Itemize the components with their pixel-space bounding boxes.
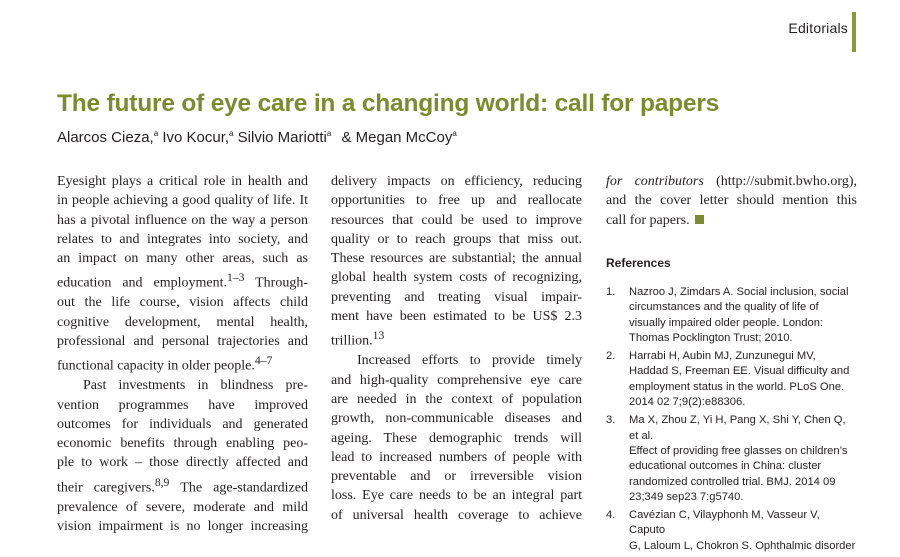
- text-line: preventable and or irreversible vision: [331, 469, 582, 485]
- text-line: [57, 376, 308, 395]
- text-fragment: functional capacity in older people.: [57, 358, 255, 374]
- body-paragraph: [57, 172, 308, 376]
- body-paragraph: [331, 172, 582, 351]
- text-line: are needed in the context of population: [331, 391, 582, 407]
- author-name: & Megan McCoy: [341, 129, 453, 146]
- text-line: [606, 211, 857, 230]
- text-line: cognitive development, mental health,: [57, 314, 308, 330]
- text-fragment: trillion.: [331, 334, 373, 350]
- text-fragment: Increased efforts to provide timely: [357, 353, 582, 369]
- text-line: [57, 473, 308, 498]
- citation-superscript: 1–3: [226, 271, 245, 285]
- text-line: Eyesight plays a critical role in health and: [57, 174, 308, 189]
- text-line: delivery impacts on efficiency, reducing: [331, 174, 582, 189]
- text-line: lead to increased numbers of people with: [331, 449, 582, 465]
- text-line: of universal health coverage to achieve: [331, 507, 582, 523]
- author-name: Ivo Kocur,: [162, 129, 230, 146]
- author-affiliation: a: [452, 129, 457, 138]
- reference-number: 3.: [606, 414, 616, 427]
- text-line: opportunities to free up and reallocate: [331, 193, 582, 209]
- citation-superscript: 4–7: [254, 354, 273, 368]
- references-heading: References: [606, 256, 671, 270]
- text-line: ple to work – those directly affected and: [57, 455, 308, 471]
- text-fragment: Past investments in blindness pre-: [83, 378, 308, 394]
- body-column-2: [331, 172, 582, 525]
- author-list: [57, 129, 457, 146]
- author-affiliation: a: [326, 129, 332, 138]
- reference-number: 4.: [606, 509, 616, 522]
- citation-superscript: 13: [372, 329, 385, 343]
- text-line: professional and personal trajectories and: [57, 334, 308, 350]
- text-fragment: education and employment.: [57, 276, 227, 292]
- text-line: out the life course, vision affects child: [57, 295, 308, 311]
- text-line: and high-quality comprehensive eye care: [331, 372, 582, 388]
- text-fragment: their caregivers.: [57, 480, 155, 496]
- reference-text: Harrabi H, Aubin MJ, Zunzunegui MV, Haddad S, Freeman EE. Visual difficulty and employment status in the world. PLoS One. 2014 02 7;9(2):e88306.: [629, 350, 850, 409]
- text-line: vention programmes have improved: [57, 397, 308, 413]
- text-line: growth, non-communicable diseases and: [331, 411, 582, 427]
- text-line: [331, 351, 582, 370]
- section-label: Editorials: [788, 20, 848, 36]
- text-fragment: call for papers.: [606, 212, 690, 228]
- text-fragment: Through-: [244, 276, 308, 292]
- text-line: vision impairment is no longer increasing: [57, 519, 308, 535]
- text-line: ageing. These demographic trends will: [331, 430, 582, 446]
- reference-item: [606, 413, 858, 505]
- text-line: global health system costs of recognizing,: [331, 270, 582, 286]
- text-line: preventing and treating visual impair-: [331, 289, 582, 305]
- body-paragraph: [606, 172, 857, 230]
- reference-text: Cavézian C, Vilayphonh M, Vasseur V, Caputo G, Laloum L, Chokron S. Ophthalmic disorder: [629, 509, 856, 552]
- reference-item: [606, 285, 858, 346]
- end-of-article-marker: [695, 215, 704, 224]
- body-column-3: [606, 172, 857, 230]
- text-line: ment have been estimated to be US$ 2.3: [331, 309, 582, 325]
- text-line: economic benefits through enabling peo-: [57, 436, 308, 452]
- text-line: has a pivotal influence on the way a person: [57, 212, 308, 228]
- author-name: Alarcos Cieza,: [57, 129, 154, 146]
- reference-item: [606, 508, 858, 554]
- reference-text: Nazroo J, Zimdars A. Social inclusion, social circumstances and the quality of life of visually impaired older people. London: Thomas Pocklington Trust; 2010.: [629, 286, 849, 344]
- references-list: [606, 285, 858, 557]
- text-line: These resources are substantial; the annual: [331, 251, 582, 267]
- reference-number: 2.: [606, 350, 616, 363]
- author-affiliation: a: [153, 129, 159, 138]
- article-title: The future of eye care in a changing world: call for papers: [57, 90, 720, 117]
- text-line: [331, 326, 582, 351]
- text-line: [57, 268, 308, 293]
- reference-text: Ma X, Zhou Z, Yi H, Pang X, Shi Y, Chen Q, et al. Effect of providing free glasses on children’s educational outcomes in China: cluster randomized controlled trial. BMJ. 2014 09 23;349 sep23 7:g5740.: [629, 414, 848, 503]
- author-affiliation: a: [229, 129, 234, 138]
- text-line: [606, 172, 857, 191]
- text-line: loss. Eye care needs to be an integral part: [331, 488, 582, 504]
- text-fragment: (http://submit.bwho.org),: [703, 174, 857, 189]
- text-line: and the cover letter should mention this: [606, 193, 857, 209]
- text-line: [57, 351, 308, 376]
- text-line: resources that could be used to improve: [331, 212, 582, 228]
- citation-superscript: 8,9: [154, 475, 170, 489]
- text-line: in people achieving a good quality of life. It: [57, 193, 308, 209]
- text-fragment: The age-standardized: [169, 480, 308, 496]
- reference-item: [606, 349, 858, 410]
- text-line: prevalence of severe, moderate and mild: [57, 499, 308, 515]
- text-line: an impact on many other areas, such as: [57, 251, 308, 267]
- section-bar: [852, 12, 856, 52]
- text-line: outcomes for individuals and generated: [57, 416, 308, 432]
- body-column-1: [57, 172, 308, 536]
- author-name: Silvio Mariotti: [237, 129, 327, 146]
- italic-fragment: for contributors: [606, 174, 704, 189]
- body-paragraph: [57, 376, 308, 536]
- body-paragraph: [331, 351, 582, 525]
- text-line: quality or to reach groups that miss out.: [331, 231, 582, 247]
- text-line: relates to and integrates into society, and: [57, 231, 308, 247]
- reference-number: 1.: [606, 286, 616, 298]
